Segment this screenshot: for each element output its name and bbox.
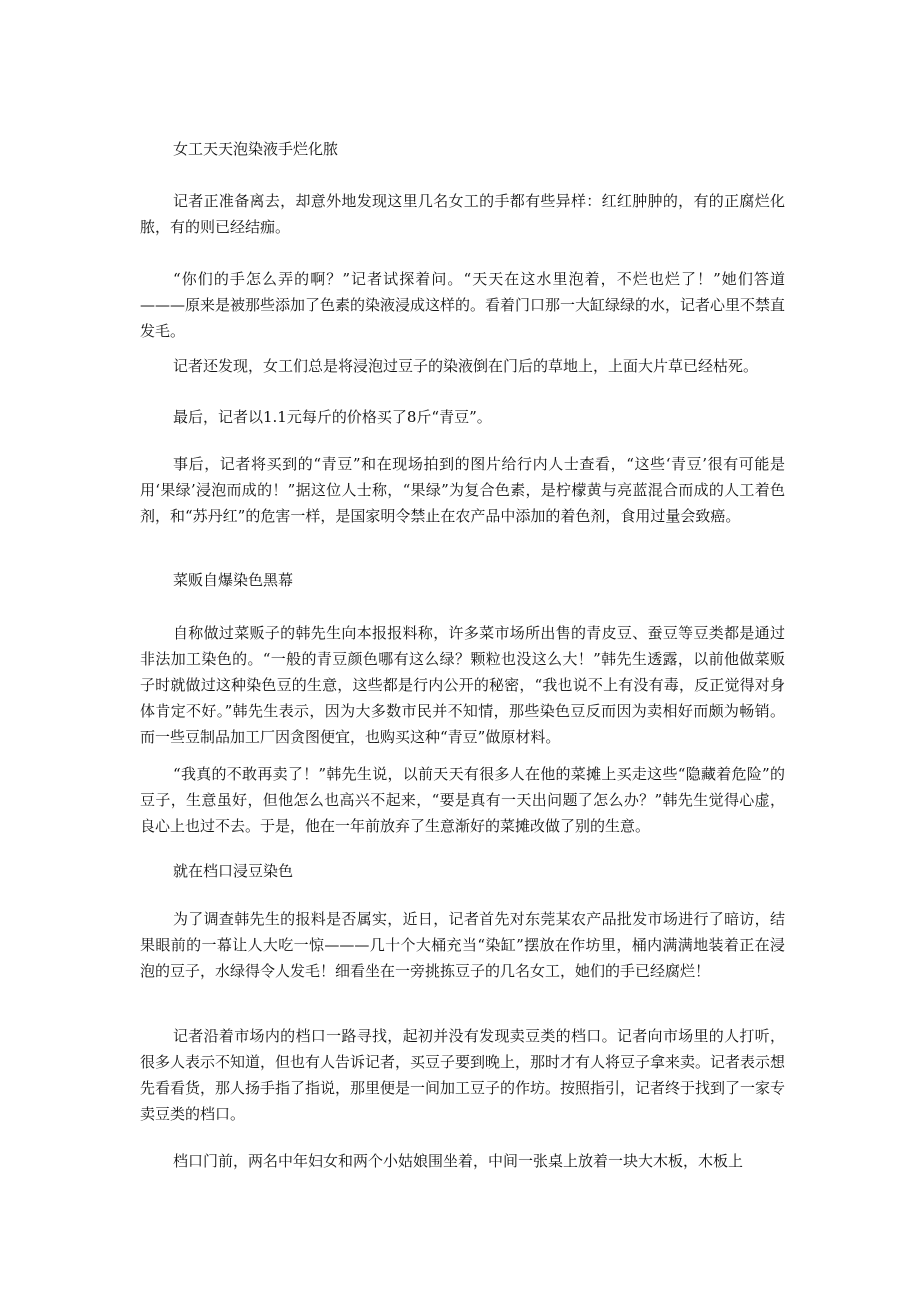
paragraph-8: 为了调查韩先生的报料是否属实，近日，记者首先对东莞某农产品批发市场进行了暗访，结果眼前的一幕让人大吃一惊———几十个大桶充当“染缸”摆放在作坊里，桶内满满地装着正在浸泡的豆子，水绿得令人发毛！细看坐在一旁挑拣豆子的几名女工，她们的手已经腐烂！ <box>140 910 785 980</box>
section-heading-1: 女工天天泡染液手烂化脓 <box>173 140 339 158</box>
paragraph-5: 事后，记者将买到的“青豆”和在现场拍到的图片给行内人士查看，“这些‘青豆’很有可能是用‘果绿’浸泡而成的！”据这位人士称，“果绿”为复合色素，是柠檬黄与亮蓝混合而成的人工着色剂，和“苏丹红”的危害一样，是国家明令禁止在农产品中添加的着色剂，食用过量会致癌。 <box>140 455 785 525</box>
section-heading-2: 菜贩自爆染色黑幕 <box>173 571 294 589</box>
paragraph-4: 最后，记者以1.1元每斤的价格买了8斤“青豆”。 <box>173 408 492 426</box>
paragraph-7: “我真的不敢再卖了！”韩先生说，以前天天有很多人在他的菜摊上买走这些“隐藏着危险”的豆子，生意虽好，但他怎么也高兴不起来，“要是真有一天出问题了怎么办？”韩先生觉得心虚，良心上也过不去。于是，他在一年前放弃了生意渐好的菜摊改做了别的生意。 <box>140 765 785 835</box>
paragraph-6: 自称做过菜贩子的韩先生向本报报料称，许多菜市场所出售的青皮豆、蚕豆等豆类都是通过非法加工染色的。“一般的青豆颜色哪有这么绿？颗粒也没这么大！”韩先生透露，以前他做菜贩子时就做过这种染色豆的生意，这些都是行内公开的秘密，“我也说不上有没有毒，反正觉得对身体肯定不好。”韩先生表示，因为大多数市民并不知情，那些染色豆反而因为卖相好而颇为畅销。而一些豆制品加工厂因贪图便宜，也购买这种“青豆”做原材料。 <box>140 624 785 746</box>
section-heading-3: 就在档口浸豆染色 <box>173 862 294 880</box>
paragraph-2: “你们的手怎么弄的啊？”记者试探着问。“天天在这水里泡着，不烂也烂了！”她们答道———原来是被那些添加了色素的染液浸成这样的。看着门口那一大缸绿绿的水，记者心里不禁直发毛。 <box>140 270 786 340</box>
paragraph-9: 记者沿着市场内的档口一路寻找，起初并没有发现卖豆类的档口。记者向市场里的人打听，很多人表示不知道，但也有人告诉记者，买豆子要到晚上，那时才有人将豆子拿来卖。记者表示想先看看货，那人扬手指了指说，那里便是一间加工豆子的作坊。按照指引，记者终于找到了一家专卖豆类的档口。 <box>140 1027 786 1123</box>
paragraph-3: 记者还发现，女工们总是将浸泡过豆子的染液倒在门后的草地上，上面大片草已经枯死。 <box>173 357 759 375</box>
paragraph-10: 档口门前，两名中年妇女和两个小姑娘围坐着，中间一张桌上放着一块大木板，木板上 <box>173 1152 744 1170</box>
paragraph-1: 记者正准备离去，却意外地发现这里几名女工的手都有些异样：红红肿肿的，有的正腐烂化脓，有的则已经结痂。 <box>140 192 785 236</box>
